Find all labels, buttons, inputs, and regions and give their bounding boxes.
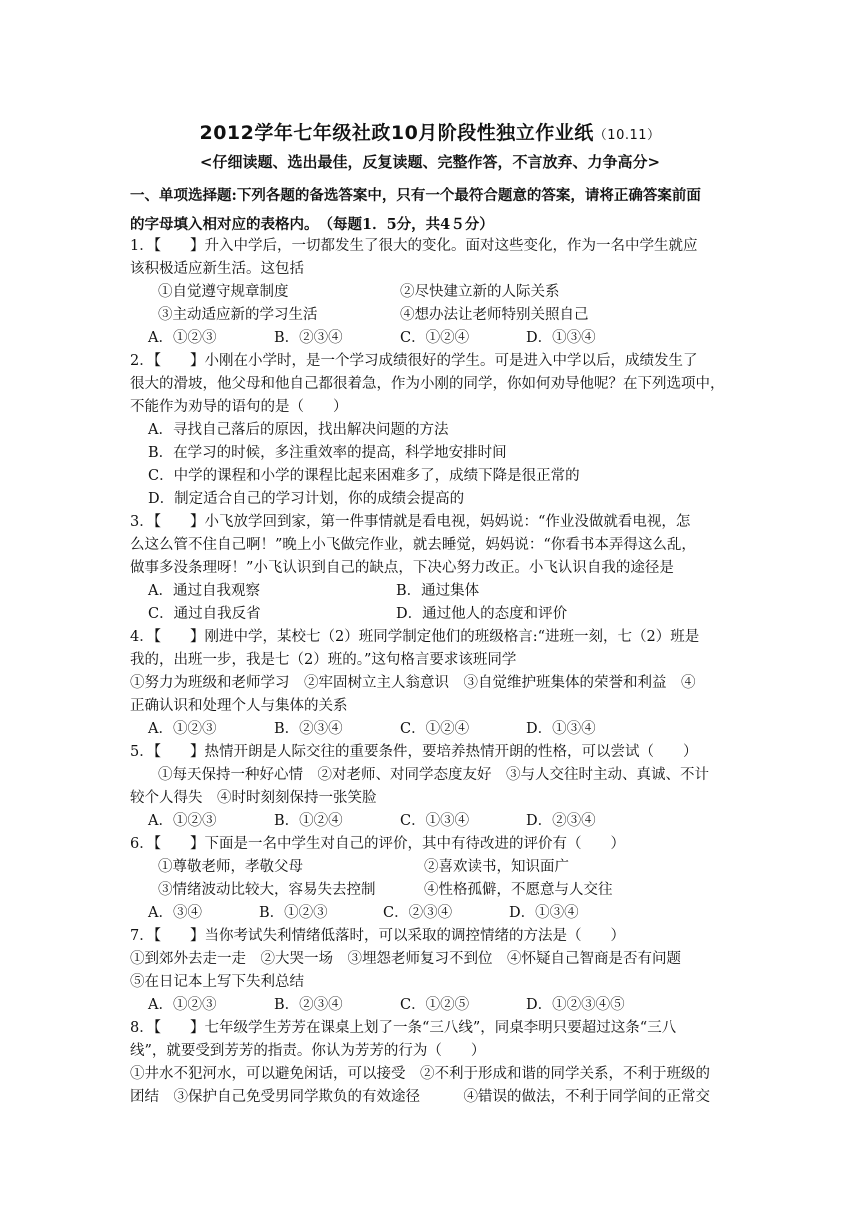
- option-d: D．制定适合自己的学习计划，你的成绩会提高的: [148, 491, 465, 507]
- option-b: B．①②③: [259, 905, 328, 921]
- question-7: [130, 925, 736, 1017]
- page-title: [0, 118, 860, 145]
- option-d: D．①③④: [526, 721, 596, 737]
- title-date: （10.11）: [593, 128, 661, 143]
- question-5: [130, 741, 736, 833]
- options-row: [130, 327, 736, 350]
- statement-row: [130, 304, 736, 327]
- section-line-2: 的字母填入相对应的表格内。 （每题1．5分，共4５分）: [130, 216, 494, 233]
- statement-row: [130, 281, 736, 304]
- statement: ④想办法让老师特别关照自己: [400, 307, 589, 323]
- option-a: A．①②③: [148, 330, 217, 346]
- question-text: ⑤在日记本上写下失利总结: [130, 974, 304, 990]
- question-text: 做事多没条理呀！”小飞认识到自己的缺点，下决心努力改正。小飞认识自我的途径是: [130, 560, 674, 576]
- option-b: B．②③④: [274, 721, 343, 737]
- question-6: [130, 833, 736, 925]
- question-text: 6．【 】下面是一名中学生对自己的评价，其中有待改进的评价有（ ）: [130, 836, 625, 852]
- option-a: A．寻找自己落后的原因，找出解决问题的方法: [148, 422, 449, 438]
- options-row: [130, 902, 736, 925]
- section-heading: [130, 181, 736, 239]
- question-text: 1．【 】升入中学后，一切都发生了很大的变化。面对这些变化，作为一名中学生就应: [130, 238, 698, 254]
- question-text: 很大的滑坡，他父母和他自己都很着急，作为小刚的同学，你如何劝导他呢？在下列选项中，: [130, 376, 725, 392]
- question-text: 3．【 】小飞放学回到家，第一件事情就是看电视，妈妈说：“作业没做就看电视，怎: [130, 514, 691, 530]
- question-text: ①到郊外去走一走 ②大哭一场 ③埋怨老师复习不到位 ④怀疑自己智商是否有问题: [130, 951, 681, 967]
- option-a: A．①②③: [148, 997, 217, 1013]
- question-text: 正确认识和处理个人与集体的关系: [130, 698, 348, 714]
- option-a: A．通过自我观察: [148, 583, 260, 599]
- option-d: D．通过他人的态度和评价: [396, 606, 568, 622]
- question-text: 4．【 】刚进中学，某校七（2）班同学制定他们的班级格言:“进班一刻，七（2）班是: [130, 629, 700, 645]
- question-3: [130, 511, 736, 626]
- option-d: D．②③④: [526, 813, 596, 829]
- question-text: ①每天保持一种好心情 ②对老师、对同学态度友好 ③与人交往时主动、真诚、不计: [158, 767, 709, 783]
- question-1: [130, 235, 736, 350]
- statement: ③情绪波动比较大，容易失去控制: [158, 882, 376, 898]
- statement: ④性格孤僻，不愿意与人交往: [424, 882, 613, 898]
- question-text: 5．【 】热情开朗是人际交往的重要条件，要培养热情开朗的性格，可以尝试（ ）: [130, 744, 698, 760]
- option-c: C．①②④: [400, 330, 470, 346]
- option-d: D．①③④: [526, 330, 596, 346]
- option-b: B．①②④: [274, 813, 343, 829]
- question-text: 该积极适应新生活。这包括: [130, 261, 304, 277]
- question-text: ①努力为班级和老师学习 ②牢固树立主人翁意识 ③自觉维护班集体的荣誉和利益 ④: [130, 675, 696, 691]
- question-text: 较个人得失 ④时时刻刻保持一张笑脸: [130, 790, 377, 806]
- option-b: B．②③④: [274, 997, 343, 1013]
- question-text: 么这么管不住自己啊！”晚上小飞做完作业，就去睡觉，妈妈说：“你看书本弄得这么乱，: [130, 537, 696, 553]
- option-a: A．①②③: [148, 721, 217, 737]
- statement: ①尊敬老师，孝敬父母: [158, 859, 303, 875]
- question-text: 2．【 】小刚在小学时，是一个学习成绩很好的学生。可是进入中学以后，成绩发生了: [130, 353, 698, 369]
- option-c: C．①②⑤: [400, 997, 470, 1013]
- question-text: 我的，出班一步，我是七（2）班的。”这句格言要求该班同学: [130, 652, 517, 668]
- option-b: B．通过集体: [396, 583, 480, 599]
- question-text: ①井水不犯河水，可以避免闲话，可以接受 ②不利于形成和谐的同学关系，不利于班级的: [130, 1066, 710, 1082]
- option-c: C．①③④: [400, 813, 470, 829]
- option-a: A．①②③: [148, 813, 217, 829]
- options-row: [130, 580, 736, 603]
- question-text: 线”，就要受到芳芳的指责。你认为芳芳的行为（ ）: [130, 1043, 486, 1059]
- option-c: C．通过自我反省: [148, 606, 261, 622]
- option-d: D．①②③④⑤: [526, 997, 625, 1013]
- options-row: [130, 994, 736, 1017]
- statement-row: [130, 879, 736, 902]
- option-b: B．②③④: [274, 330, 343, 346]
- question-text: 8．【 】七年级学生芳芳在课桌上划了一条“三八线”，同桌李明只要超过这条“三八: [130, 1020, 677, 1036]
- question-2: [130, 350, 736, 511]
- question-text: 不能作为劝导的语句的是（ ）: [130, 399, 348, 415]
- question-8: [130, 1017, 736, 1109]
- option-a: A．③④: [148, 905, 202, 921]
- options-row: [130, 810, 736, 833]
- question-text: 7．【 】当你考试失利情绪低落时，可以采取的调控情绪的方法是（ ）: [130, 928, 625, 944]
- option-b: B．在学习的时候，多注重效率的提高，科学地安排时间: [148, 445, 507, 461]
- option-c: C．①②④: [400, 721, 470, 737]
- question-4: [130, 626, 736, 741]
- statement: ②尽快建立新的人际关系: [400, 284, 560, 300]
- statement: ②喜欢读书，知识面广: [424, 859, 569, 875]
- page-subtitle: <仔细读题、选出最佳，反复读题、完整作答，不言放弃、力争高分>: [199, 153, 661, 171]
- section-line-1: 一、单项选择题:下列各题的备选答案中，只有一个最符合题意的答案，请将正确答案前面: [130, 187, 701, 204]
- statement: ①自觉遵守规章制度: [158, 284, 289, 300]
- option-c: C．②③④: [383, 905, 453, 921]
- question-list: [130, 235, 736, 1109]
- option-d: D．①③④: [509, 905, 579, 921]
- statement: ③主动适应新的学习生活: [158, 307, 318, 323]
- options-row: [130, 603, 736, 626]
- option-c: C．中学的课程和小学的课程比起来困难多了，成绩下降是很正常的: [148, 468, 580, 484]
- options-row: [130, 718, 736, 741]
- title-text: 2012学年七年级社政10月阶段性独立作业纸: [199, 122, 594, 144]
- question-text: 团结 ③保护自己免受男同学欺负的有效途径 ④错误的做法，不利于同学间的正常交: [130, 1089, 710, 1105]
- statement-row: [130, 856, 736, 879]
